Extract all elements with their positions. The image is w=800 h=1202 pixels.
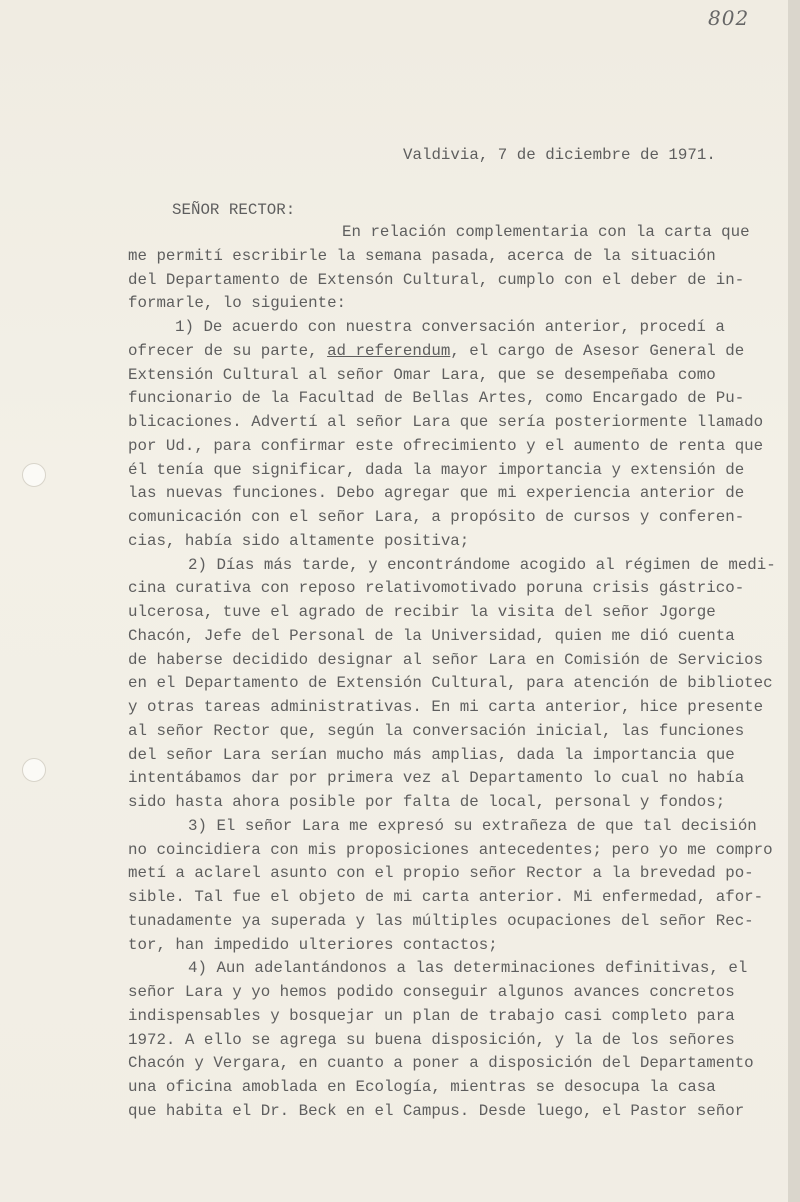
text-line: Chacón, Jefe del Personal de la Universidad, quien me dió cuenta — [128, 626, 735, 645]
date-line: Valdivia, 7 de diciembre de 1971. — [403, 146, 716, 164]
text-line: al señor Rector que, según la conversación inicial, las funciones — [128, 721, 745, 740]
salutation: SEÑOR RECTOR: — [172, 201, 296, 219]
text-line: comunicación con el señor Lara, a propósito de cursos y conferen- — [128, 508, 745, 526]
text-line: que habita el Dr. Beck en el Campus. Desde luego, el Pastor señor — [128, 1101, 745, 1120]
text-line: En relación complementaria con la carta que — [342, 223, 750, 241]
text-line: por Ud., para confirmar este ofrecimiento y el aumento de renta que — [128, 436, 764, 455]
text-line: metí a aclarel asunto con el propio señor Rector a la brevedad po- — [128, 864, 754, 883]
text-line: él tenía que significar, dada la mayor importancia y extensión de — [128, 460, 745, 479]
text-line: 2) Días más tarde, y encontrándome acogido al régimen de medi- — [188, 555, 776, 574]
text-line: en el Departamento de Extensión Cultural, para atención de bibliotec — [128, 674, 773, 693]
underlined-phrase: ad referendum — [327, 341, 451, 360]
text-line: y otras tareas administrativas. En mi carta anterior, hice presente — [128, 698, 764, 716]
text-line: formarle, lo siguiente: — [128, 294, 347, 313]
text-line: cias, había sido altamente positiva; — [128, 531, 470, 550]
text-line: del Departamento de Extensón Cultural, cumplo con el deber de in- — [128, 270, 745, 289]
text-line: blicaciones. Advertí al señor Lara que sería posteriormente llamado — [128, 413, 764, 431]
punch-hole — [22, 463, 46, 487]
text-line: cina curativa con reposo relativomotivado poruna crisis gástrico- — [128, 579, 745, 598]
folio-number: 802 — [708, 6, 750, 30]
text-line: ofrecer de su parte, ad referendum, el cargo de Asesor General de — [128, 341, 745, 360]
text-line: las nuevas funciones. Debo agregar que mi experiencia anterior de — [128, 484, 745, 503]
text-line: ulcerosa, tuve el agrado de recibir la visita del señor Jgorge — [128, 603, 716, 621]
text-line: no coincidiera con mis proposiciones antecedentes; pero yo me compro — [128, 840, 773, 859]
text-line: indispensables y bosquejar un plan de trabajo casi completo para — [128, 1006, 735, 1025]
text-line: 1) De acuerdo con nuestra conversación anterior, procedí a — [175, 318, 725, 336]
text-line: tor, han impedido ulteriores contactos; — [128, 935, 498, 954]
text-line: funcionario de la Facultad de Bellas Artes, como Encargado de Pu- — [128, 389, 745, 408]
text-line: sido hasta ahora posible por falta de local, personal y fondos; — [128, 793, 726, 811]
text-line: 4) Aun adelantándonos a las determinaciones definitivas, el — [188, 959, 748, 978]
text-line: de haberse decidido designar al señor Lara en Comisión de Servicios — [128, 650, 764, 669]
text-line: Extensión Cultural al señor Omar Lara, que se desempeñaba como — [128, 365, 716, 384]
text-line: me permití escribirle la semana pasada, acerca de la situación — [128, 246, 716, 265]
text-line: señor Lara y yo hemos podido conseguir algunos avances concretos — [128, 983, 735, 1001]
text-line: 1972. A ello se agrega su buena disposición, y la de los señores — [128, 1030, 735, 1049]
punch-hole — [22, 758, 46, 782]
text-line: tunadamente ya superada y las múltiples ocupaciones del señor Rec- — [128, 911, 754, 930]
text-line: del señor Lara serían mucho más amplias, dada la importancia que — [128, 745, 735, 764]
text-line: Chacón y Vergara, en cuanto a poner a disposición del Departamento — [128, 1054, 754, 1073]
text-line: intentábamos dar por primera vez al Departamento lo cual no había — [128, 769, 745, 788]
text-line: una oficina amoblada en Ecología, mientras se desocupa la casa — [128, 1078, 716, 1096]
text-line: 3) El señor Lara me expresó su extrañeza de que tal decisión — [188, 816, 757, 835]
page-edge — [788, 0, 800, 1202]
text-line: sible. Tal fue el objeto de mi carta anterior. Mi enfermedad, afor- — [128, 888, 764, 906]
